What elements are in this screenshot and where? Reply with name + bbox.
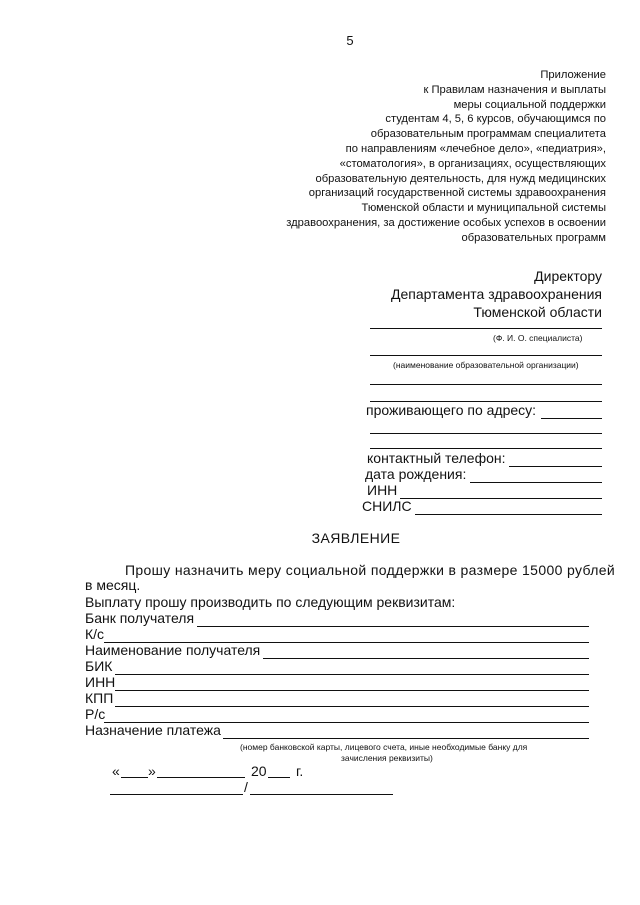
purpose-hint-line: (номер банковской карты, лицевого счета, иные необходимые банку для: [240, 742, 528, 752]
appendix-line: образовательным программам специалитета: [370, 128, 606, 141]
fio-field-line[interactable]: [370, 328, 602, 329]
appendix-line: студентам 4, 5, 6 курсов, обучающимся по: [385, 113, 606, 126]
address-field-line[interactable]: [541, 418, 602, 419]
bank-inn-label: ИНН: [85, 674, 116, 690]
signature-name-line[interactable]: [250, 794, 393, 795]
organization-extra-line[interactable]: [370, 384, 602, 385]
phone-field-line[interactable]: [509, 466, 602, 467]
purpose-field-line[interactable]: [223, 738, 589, 739]
applicant-inn-label: ИНН: [367, 482, 398, 498]
appendix-line: здравоохранения, за достижение особых успехов в освоении: [286, 216, 606, 229]
birth-date-field-line[interactable]: [470, 482, 602, 483]
signature-separator: /: [244, 779, 248, 795]
date-year-suffix: г.: [296, 763, 304, 779]
date-day-line[interactable]: [121, 777, 148, 778]
bik-field-line[interactable]: [115, 674, 589, 675]
request-text-line: Прошу назначить меру социальной поддержки в размере 15000 рублей: [125, 562, 616, 578]
bik-label: БИК: [85, 658, 113, 674]
appendix-line: Тюменской области и муниципальной системы: [361, 202, 606, 215]
document-title: ЗАЯВЛЕНИЕ: [311, 530, 401, 546]
date-year-prefix: 20: [251, 763, 267, 779]
bank-field-line[interactable]: [197, 626, 589, 627]
date-close-quote: »: [148, 763, 156, 779]
signature-line[interactable]: [110, 794, 243, 795]
bank-label: Банк получателя: [85, 610, 195, 626]
date-year-line[interactable]: [268, 777, 290, 778]
kpp-label: КПП: [85, 690, 114, 706]
addressee-line: Департамента здравоохранения: [391, 286, 602, 302]
page-number: 5: [346, 33, 354, 48]
bank-inn-field-line[interactable]: [115, 690, 589, 691]
appendix-line: образовательных программ: [461, 231, 606, 244]
snils-field-line[interactable]: [415, 514, 602, 515]
payment-intro: Выплату прошу производить по следующим реквизитам:: [85, 594, 456, 610]
organization-hint: (наименование образовательной организации): [393, 360, 579, 370]
addressee-line: Директору: [534, 268, 602, 284]
snils-label: СНИЛС: [362, 498, 412, 514]
appendix-line: образовательную деятельность, для нужд медицинских: [315, 172, 606, 185]
address-label: проживающего по адресу:: [366, 402, 537, 418]
appendix-line: по направлениям «лечебное дело», «педиатрия»,: [345, 142, 606, 155]
appendix-line: меры социальной поддержки: [453, 98, 606, 111]
appendix-line: организаций государственной системы здравоохранения: [308, 187, 606, 200]
recipient-label: Наименование получателя: [85, 642, 261, 658]
kpp-field-line[interactable]: [115, 706, 589, 707]
purpose-hint-line: зачисления реквизиты): [341, 753, 433, 763]
applicant-inn-field-line[interactable]: [400, 498, 602, 499]
addressee-block: [391, 267, 602, 321]
date-open-quote: «: [112, 763, 120, 779]
appendix-line: к Правилам назначения и выплаты: [423, 83, 606, 96]
request-text-line: в месяц.: [85, 577, 141, 593]
appendix-line: «стоматология», в организациях, осуществляющих: [339, 157, 606, 170]
fio-hint: (Ф. И. О. специалиста): [493, 333, 583, 343]
recipient-field-line[interactable]: [263, 658, 589, 659]
date-month-line[interactable]: [157, 777, 245, 778]
ks-label: К/с: [85, 626, 105, 642]
rs-label: Р/с: [85, 706, 106, 722]
address-extra-line[interactable]: [370, 448, 602, 449]
birth-date-label: дата рождения:: [365, 466, 467, 482]
appendix-header: [266, 68, 606, 246]
purpose-label: Назначение платежа: [85, 722, 221, 738]
addressee-line: Тюменской области: [473, 304, 602, 320]
address-extra-line[interactable]: [370, 433, 602, 434]
appendix-line: Приложение: [540, 69, 606, 81]
organization-field-line[interactable]: [370, 355, 602, 356]
phone-label: контактный телефон:: [367, 450, 506, 466]
